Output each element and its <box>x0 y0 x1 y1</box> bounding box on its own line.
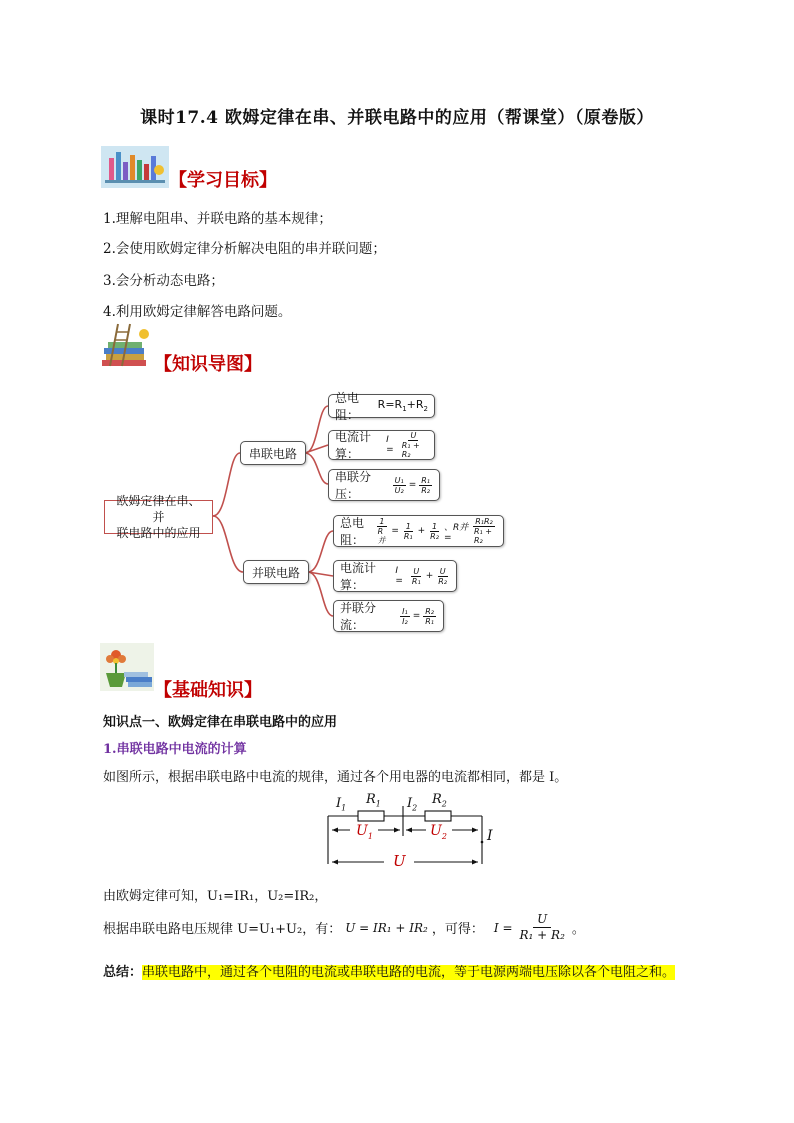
paragraph-2: 由欧姆定律可知，U₁=IR₁，U₂=IR₂， <box>103 889 328 904</box>
label-I1: $I_1$ <box>336 796 347 813</box>
ladder-books-icon <box>100 322 156 370</box>
parallel-res-plus: + <box>417 526 426 536</box>
parallel-split-eq: = <box>412 611 421 621</box>
parallel-current-box <box>333 560 457 592</box>
summary <box>103 961 675 980</box>
para3-text-a: 根据串联电路电压规律 U=U₁+U₂，有： <box>103 922 342 937</box>
mindmap-parallel-node: 并联电路 <box>243 560 309 584</box>
parallel-res-sep: 、R并 = <box>443 522 469 543</box>
parallel-resistance-box <box>333 515 504 547</box>
parallel-split-frac-left: $\frac{\text{I₁}}{\text{I₂}}$ <box>402 606 408 626</box>
series-resistance-label: 总电阻： <box>335 391 360 422</box>
series-voltage-label: 串联分压： <box>335 470 372 501</box>
objectives-title: 【学习目标】 <box>169 170 277 191</box>
para3-frac-den: R₁ + R₂ <box>519 928 565 942</box>
objective-item-3: 3.会分析动态电路； <box>103 273 224 289</box>
parallel-res-eq-1: = <box>391 526 399 536</box>
books-chart-icon <box>101 146 169 188</box>
mindmap-root <box>104 494 213 540</box>
parallel-res-frac-3: $\frac{1}{\text{R₂}}$ <box>430 521 439 541</box>
parallel-split-frac-right: $\frac{\text{R₂}}{\text{R₁}}$ <box>425 606 434 626</box>
para3-formula-1: U = IR₁ + IR₂ <box>345 920 428 935</box>
label-U2: $U_2$ <box>430 823 447 841</box>
para3-formula-2-lhs: I = <box>493 920 513 935</box>
paragraph-1: 如图所示，根据串联电路中电流的规律，通过各个用电器的电流都相同，都是 I。 <box>103 770 568 785</box>
series-current-box <box>328 430 435 460</box>
parallel-current-lhs: I = <box>395 566 403 586</box>
subsection-1-title: 1.串联电路中电流的计算 <box>103 742 247 757</box>
label-R1: $R_1$ <box>366 792 381 809</box>
label-U: U <box>393 852 406 870</box>
label-I2: $I_2$ <box>407 796 418 813</box>
label-U1: $U_1$ <box>356 823 373 841</box>
mindmap-series-node: 串联电路 <box>240 441 306 465</box>
knowledge-mindmap <box>100 388 520 638</box>
objective-item-4: 4.利用欧姆定律解答电路问题。 <box>103 304 292 320</box>
basics-title: 【基础知识】 <box>154 680 262 701</box>
page-title: 课时17.4 欧姆定律在串、并联电路中的应用（帮课堂）（原卷版） <box>140 108 654 128</box>
mindmap-title: 【知识导图】 <box>154 354 262 375</box>
parallel-res-frac-1: $\frac{1}{\text{R并}}$ <box>377 517 386 545</box>
para3-text-b: ，可得： <box>431 922 484 937</box>
parallel-current-frac-1: $\frac{U}{\text{R₁}}$ <box>411 566 421 586</box>
para3-frac-num: U <box>533 912 551 928</box>
series-voltage-box <box>328 469 440 501</box>
series-voltage-fraction-right: $\frac{\text{R₁}}{\text{R₂}}$ <box>421 475 430 495</box>
flower-books-icon <box>100 643 154 691</box>
knowledge-point-1-title: 知识点一、欧姆定律在串联电路中的应用 <box>103 715 338 730</box>
parallel-res-frac-2: $\frac{1}{\text{R₁}}$ <box>403 521 413 541</box>
series-voltage-eq: = <box>408 480 417 490</box>
label-R2: $R_2$ <box>432 792 447 809</box>
basics-header <box>100 643 154 695</box>
series-current-label: 电流计算： <box>335 430 372 461</box>
parallel-current-label: 电流计算： <box>340 561 377 592</box>
series-resistance-formula: $R=R_1+R_2$ <box>377 398 428 414</box>
series-current-fraction: $\frac{U}{\text{R₁ + R₂}}$ <box>401 431 420 459</box>
series-current-formula-lhs: I = <box>386 435 394 455</box>
label-I: I <box>487 828 493 844</box>
parallel-current-plus: + <box>425 571 434 581</box>
parallel-split-box <box>333 600 444 632</box>
objectives-header <box>101 146 169 192</box>
paragraph-3 <box>103 912 585 943</box>
series-circuit-diagram <box>322 792 502 868</box>
objective-item-2: 2.会使用欧姆定律分析解决电阻的串并联问题； <box>103 241 386 257</box>
summary-label: 总结： <box>103 965 143 980</box>
mindmap-header <box>100 322 156 374</box>
objective-item-1: 1.理解电阻串、并联电路的基本规律； <box>103 211 332 227</box>
parallel-res-frac-4: $\frac{\text{R₁R₂}}{\text{R₁ + R₂}}$ <box>473 517 493 545</box>
para3-text-c: 。 <box>571 922 585 937</box>
root-line-1: 欧姆定律在串、并 <box>116 494 201 524</box>
series-voltage-fraction-left: $\frac{\text{U₁}}{\text{U₂}}$ <box>394 475 404 495</box>
summary-text: 串联电路中，通过各个电阻的电流或串联电路的电流，等于电源两端电压除以各个电阻之和。 <box>142 965 676 980</box>
parallel-resistance-label: 总电阻： <box>340 516 365 547</box>
root-line-2: 联电路中的应用 <box>116 526 201 540</box>
series-resistance-box <box>328 391 435 422</box>
parallel-current-frac-2: $\frac{U}{\text{R₂}}$ <box>438 566 447 586</box>
para3-formula-2-fraction <box>516 912 569 943</box>
parallel-split-label: 并联分流： <box>340 601 377 632</box>
